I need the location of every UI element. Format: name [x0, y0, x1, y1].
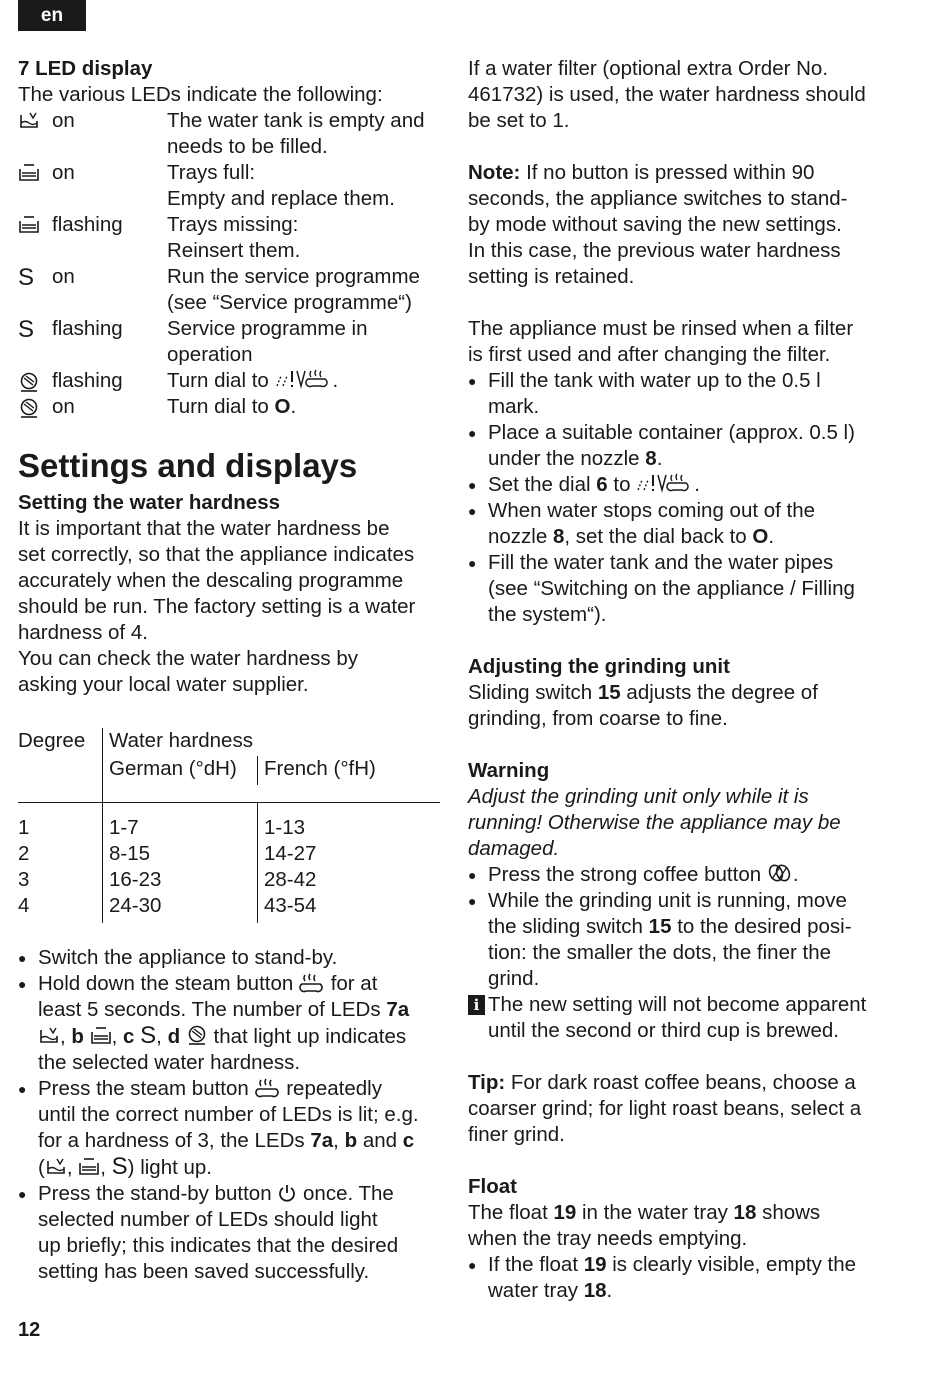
step-text: setting has been saved successfully. — [38, 1260, 370, 1283]
hardness-title: Setting the water hardness — [18, 491, 281, 514]
led-description: Turn dial to . — [167, 369, 339, 392]
hardness-table — [18, 728, 440, 923]
led-description: Trays full: Empty and replace them. — [167, 161, 395, 210]
step-text: for at — [330, 972, 378, 995]
float-paragraph: The float 19 in the water tray 18 shows when the tray needs emptying. — [468, 1201, 821, 1250]
step-text: least 5 seconds. The number of LEDs — [38, 998, 381, 1021]
grinding-steps — [468, 862, 898, 992]
hardness-paragraph-2: You can check the water hardness by asking your local water supplier. — [18, 647, 358, 696]
dial-icon — [18, 394, 46, 420]
rinse-steps — [468, 368, 898, 628]
dial-icon — [18, 368, 46, 394]
step-text: Hold down the steam button — [38, 972, 294, 995]
step-text: that light up indicates — [213, 1025, 407, 1048]
service-s-icon: S — [18, 316, 35, 343]
steam-icon — [299, 973, 325, 993]
note-paragraph: Note: If no button is pressed within 90 seconds, the appliance switches to stand- by mode without saving the new settings. In this case, the previous water hardness setting is retained. — [468, 161, 848, 288]
degree-cell: 1 — [18, 816, 30, 839]
led-table — [18, 108, 443, 420]
step-text: once. The — [303, 1182, 394, 1205]
trays-icon — [18, 160, 46, 212]
ref-number: 7a — [386, 998, 410, 1021]
list-item — [18, 1181, 443, 1285]
warning-title: Warning — [468, 759, 550, 782]
step-text: When water stops coming out of the — [488, 499, 816, 522]
water-tank-icon — [38, 1026, 60, 1046]
led-state: flashing — [52, 213, 123, 236]
hardness-paragraph-1: It is important that the water hardness be set correctly, so that the appliance indicates accurately when the descaling programme should be run. The factory setting is a water hardness of 4. — [18, 517, 416, 644]
col-hardness: Water hardness — [109, 729, 253, 752]
ref-number: 15 — [648, 915, 672, 938]
german-cell: 24-30 — [109, 894, 162, 917]
ref-letter: b — [71, 1025, 84, 1048]
grinding-paragraph: Sliding switch 15 adjusts the degree of grinding, from coarse to fine. — [468, 681, 818, 730]
info-note: i The new setting will not become apparent until the second or third cup is brewed. — [468, 992, 898, 1044]
list-item: ● Fill the water tank and the water pipes (see “Switching on the appliance / Filling the system“). — [468, 550, 898, 628]
german-cell: 8-15 — [109, 842, 151, 865]
led-section-intro: The various LEDs indicate the following: — [18, 83, 383, 106]
list-item: ● Place a suitable container (approx. 0.5 l) under the nozzle 8. — [468, 420, 898, 472]
led-description: Trays missing: Reinsert them. — [167, 213, 301, 262]
step-text: the selected water hardness. — [38, 1051, 301, 1074]
step-text: Press the stand-by button — [38, 1182, 272, 1205]
step-text: Press the strong coffee button — [488, 863, 762, 886]
led-row — [18, 394, 443, 420]
ref-letter: b — [344, 1129, 358, 1152]
float-title: Float — [468, 1175, 517, 1198]
trays-icon — [78, 1157, 100, 1177]
language-tab — [18, 0, 86, 31]
step-text: light up. — [140, 1156, 212, 1179]
filter-paragraph: If a water filter (optional extra Order No. 461732) is used, the water hardness should be set to 1. — [468, 57, 866, 132]
led-description: The water tank is empty and needs to be filled. — [167, 109, 425, 158]
step-text: selected number of LEDs should light — [38, 1208, 378, 1231]
step-text: Set the dial — [488, 473, 591, 496]
right-column — [468, 56, 898, 1304]
step-text: and — [362, 1129, 398, 1152]
led-row — [18, 316, 443, 368]
steam-icon — [255, 1078, 281, 1098]
list-item: ● Press the steam button repeatedly until the correct number of LEDs is lit; e.g. for a hardness of 3, the LEDs 7a, b and c ( , , S) light up. — [18, 1076, 443, 1181]
led-row — [18, 264, 443, 316]
french-cell: 14-27 — [264, 842, 317, 865]
step-text: under the nozzle — [488, 447, 640, 470]
trays-icon — [90, 1026, 112, 1046]
led-description: Service programme in operation — [167, 317, 368, 366]
header-degree-cell — [18, 728, 103, 802]
service-s-icon: S — [18, 264, 35, 291]
ref-number: 8 — [552, 525, 565, 548]
ref-letter: d — [167, 1025, 181, 1048]
list-item: ● If the float 19 is clearly visible, empty the water tray 18. — [468, 1252, 898, 1304]
service-s-icon: S — [140, 1022, 157, 1049]
list-item: ● Fill the tank with water up to the 0.5 l mark. — [468, 368, 898, 420]
ref-letter: c — [123, 1025, 135, 1048]
list-item: ● Hold down the steam button for at least 5 seconds. The number of LEDs 7a , b , c S, d that light up indicates the selected water hardness. — [18, 971, 443, 1076]
col-german: German (°dH) — [109, 756, 258, 785]
hot-water-steam-icon — [275, 368, 333, 390]
note-label: Note: — [468, 161, 521, 184]
water-tank-icon — [18, 108, 46, 160]
step-text: up briefly; this indicates that the desired — [38, 1234, 399, 1257]
ref-number: 6 — [596, 473, 608, 496]
led-row — [18, 108, 443, 160]
col-french: French (°fH) — [264, 757, 376, 780]
dial-position: O — [752, 525, 769, 548]
service-s-icon: S — [111, 1153, 128, 1180]
degree-cell: 4 — [18, 894, 30, 917]
led-description: Turn dial to O. — [167, 395, 297, 418]
tip-paragraph: Tip: For dark roast coffee beans, choose a coarser grind; for light roast beans, select a finer grind. — [468, 1071, 862, 1146]
page-heading: Settings and displays — [18, 447, 358, 484]
step-text: Press the steam button — [38, 1077, 249, 1100]
ref-number: 8 — [645, 447, 657, 470]
ref-number: 7a — [310, 1129, 334, 1152]
led-section-title: 7 LED display — [18, 57, 153, 80]
strong-coffee-icon — [767, 862, 793, 884]
col-degree: Degree — [18, 729, 86, 752]
dial-icon — [186, 1024, 208, 1046]
language-label: en — [40, 4, 64, 26]
step-text: Place a suitable container (approx. 0.5 l) — [488, 421, 855, 444]
led-row — [18, 160, 443, 212]
trays-icon — [18, 212, 46, 264]
grinding-title: Adjusting the grinding unit — [468, 655, 730, 678]
led-state: on — [52, 161, 75, 184]
led-row — [18, 212, 443, 264]
float-steps — [468, 1252, 898, 1304]
led-state: on — [52, 109, 75, 132]
left-column — [18, 56, 443, 1285]
led-state: flashing — [52, 317, 123, 340]
list-item: ● When water stops coming out of the nozzle 8, set the dial back to O. — [468, 498, 898, 550]
degree-cell: 2 — [18, 842, 30, 865]
hardness-steps — [18, 945, 443, 1285]
list-item — [18, 945, 443, 971]
ref-letter: c — [402, 1129, 415, 1152]
step-text: Switch the appliance to stand-by. — [38, 946, 338, 969]
step-text: for a hardness of 3, the LEDs — [38, 1129, 305, 1152]
page-number: 12 — [18, 1319, 41, 1341]
german-cell: 1-7 — [109, 816, 139, 839]
step-text: until the correct number of LEDs is lit; e.g. — [38, 1103, 419, 1126]
water-tank-icon — [45, 1157, 67, 1177]
french-cell: 43-54 — [264, 894, 317, 917]
german-cell: 16-23 — [109, 868, 162, 891]
step-text: to — [613, 473, 631, 496]
degree-cell: 3 — [18, 868, 30, 891]
rinse-paragraph: The appliance must be rinsed when a filter is first used and after changing the filter. — [468, 317, 854, 366]
ref-number: 15 — [597, 681, 621, 704]
hot-water-steam-icon — [636, 472, 694, 494]
led-description: Run the service programme (see “Service programme“) — [167, 265, 420, 314]
led-state: on — [52, 395, 75, 418]
step-text: nozzle — [488, 525, 548, 548]
step-text: , set the dial back to — [564, 525, 747, 548]
led-row — [18, 368, 443, 394]
warning-text: Adjust the grinding unit only while it is running! Otherwise the appliance may be damaged. — [468, 785, 841, 860]
led-state: on — [52, 265, 75, 288]
power-icon — [277, 1183, 297, 1203]
tip-label: Tip: — [468, 1071, 506, 1094]
french-cell: 28-42 — [264, 868, 317, 891]
led-state: flashing — [52, 369, 123, 392]
step-text: repeatedly — [286, 1077, 382, 1100]
info-icon: i — [468, 995, 485, 1015]
list-item: ● Set the dial 6 to . — [468, 472, 898, 498]
french-cell: 1-13 — [264, 816, 306, 839]
list-item: ● Press the strong coffee button . — [468, 862, 898, 888]
list-item: ● While the grinding unit is running, move the sliding switch 15 to the desired posi- tion: the smaller the dots, the finer the grind. — [468, 888, 898, 992]
